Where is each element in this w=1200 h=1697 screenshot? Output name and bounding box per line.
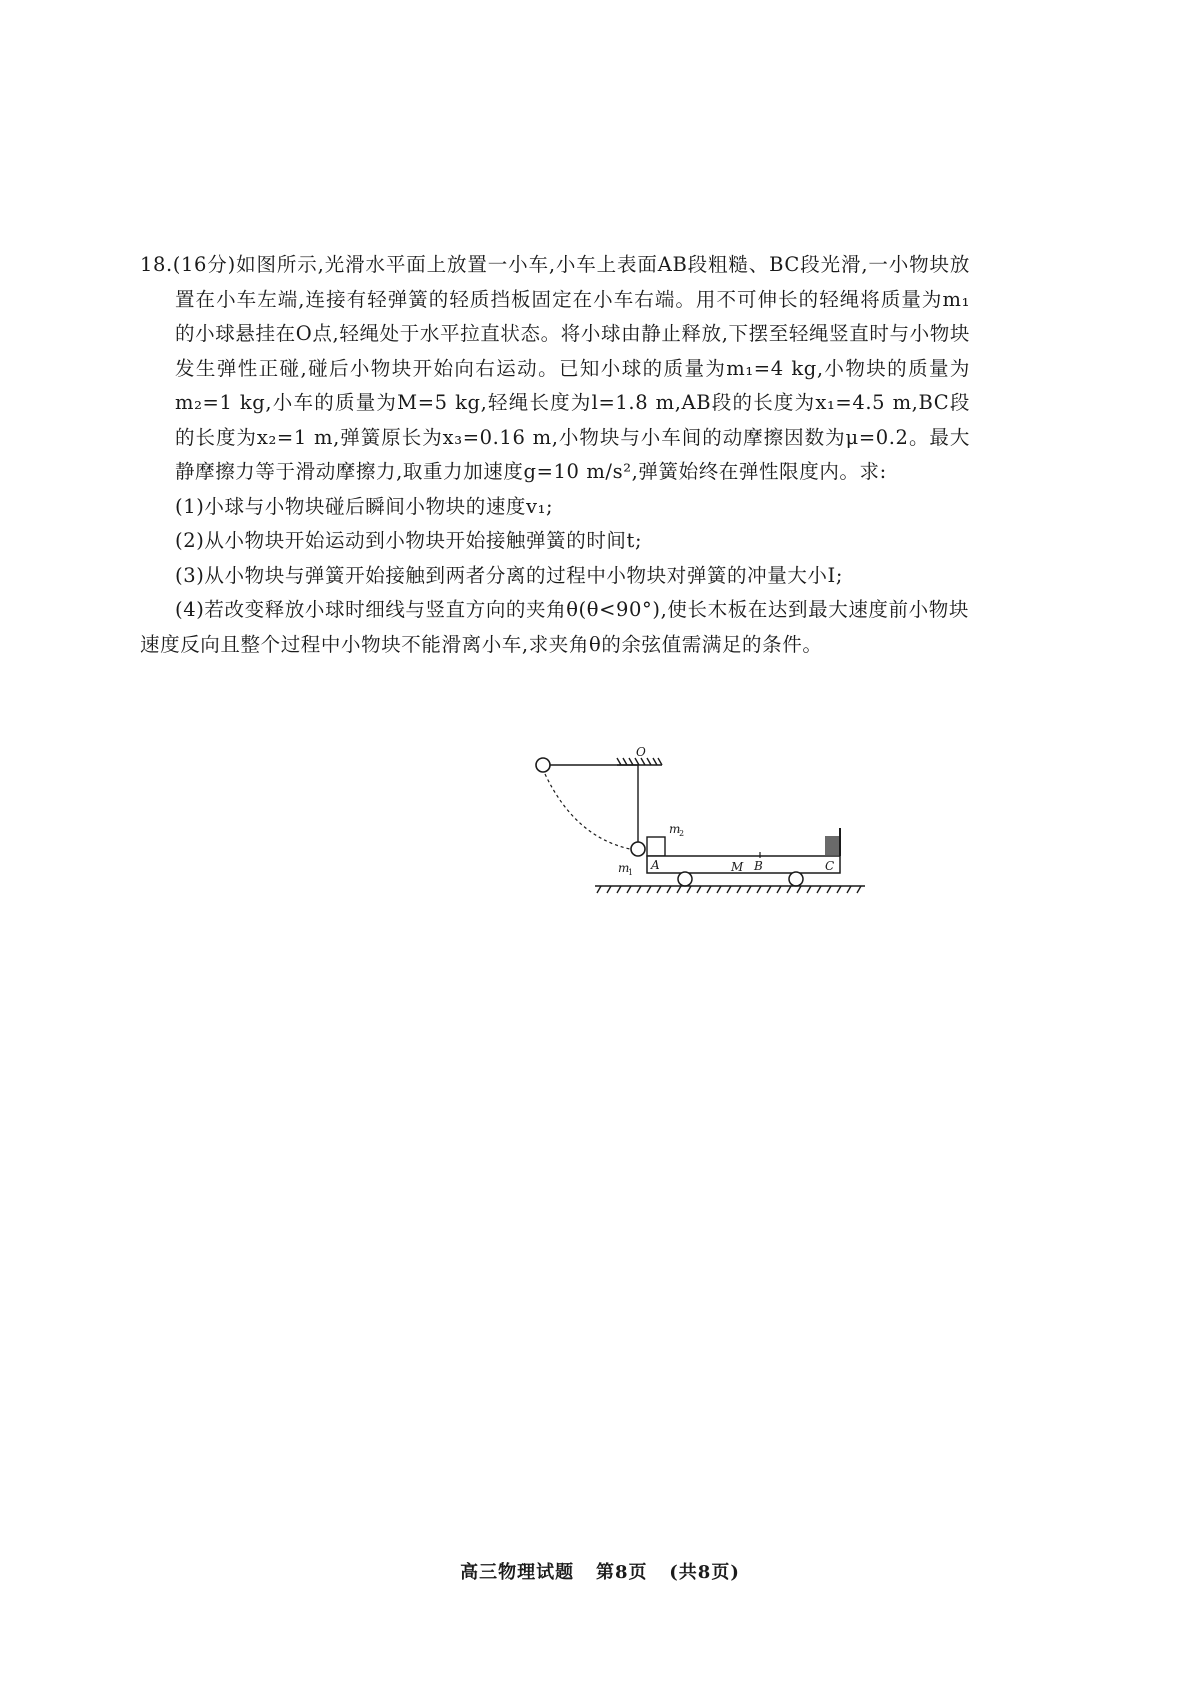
swing-path (545, 774, 630, 849)
ceiling-support (617, 758, 662, 765)
question-intro: 18.(16分)如图所示,光滑水平面上放置一小车,小车上表面AB段粗糙、BC段光滑,一小物块放置在小车左端,连接有轻弹簧的轻质挡板固定在小车右端。用不可伸长的轻绳将质量为m₁的小球悬挂在O点,轻绳处于水平拉直状态。将小球由静止释放,下摆至轻绳竖直时与小物块发生弹性正碰,碰后小物块开始向右运动。已知小球的质量为m₁=4 kg,小物块的质量为m₂=1 kg,小车的质量为M=5 kg,轻绳长度为l=1.8 m,AB段的长度为x₁=4.5 m,BC段的长度为x₂=1 m,弹簧原长为x₃=0.16 m,小物块与小车间的动摩擦因数为μ=0.2。最大静摩擦力等于滑动摩擦力,取重力加速度g=10 m/s²,弹簧始终在弹性限度内。求: (140, 253, 970, 483)
question-18 (140, 248, 970, 662)
label-m1-sub: 1 (628, 868, 634, 877)
question-part-1: (1)小球与小物块碰后瞬间小物块的速度v₁; (175, 494, 554, 518)
label-B: B (754, 859, 763, 873)
label-m2: m (669, 822, 681, 836)
label-A: A (651, 858, 660, 872)
cart-body (647, 856, 840, 873)
question-part-4: (4)若改变释放小球时细线与竖直方向的夹角θ(θ<90°),使长木板在达到最大速度前小物块速度反向且整个过程中小物块不能滑离小车,求夹角θ的余弦值需满足的条件。 (140, 598, 969, 656)
spring (826, 836, 838, 855)
diagram-svg (585, 712, 945, 892)
wheel-left (678, 872, 692, 886)
label-M: M (731, 860, 744, 874)
label-m2-sub: 2 (679, 829, 685, 838)
question-part-2: (2)从小物块开始运动到小物块开始接触弹簧的时间t; (175, 529, 643, 552)
question-part-3: (3)从小物块与弹簧开始接触到两者分离的过程中小物块对弹簧的冲量大小I; (175, 563, 843, 587)
page-footer: 高三物理试题 第8页 (共8页) (460, 1562, 740, 1583)
physics-diagram (585, 712, 945, 892)
block-m2 (647, 837, 665, 856)
ground (595, 886, 865, 893)
ball-m1 (631, 842, 645, 856)
ball-initial (536, 758, 550, 772)
label-C: C (825, 859, 835, 873)
label-O: O (636, 745, 646, 759)
label-m1: m (618, 861, 630, 875)
wheel-right (789, 872, 803, 886)
